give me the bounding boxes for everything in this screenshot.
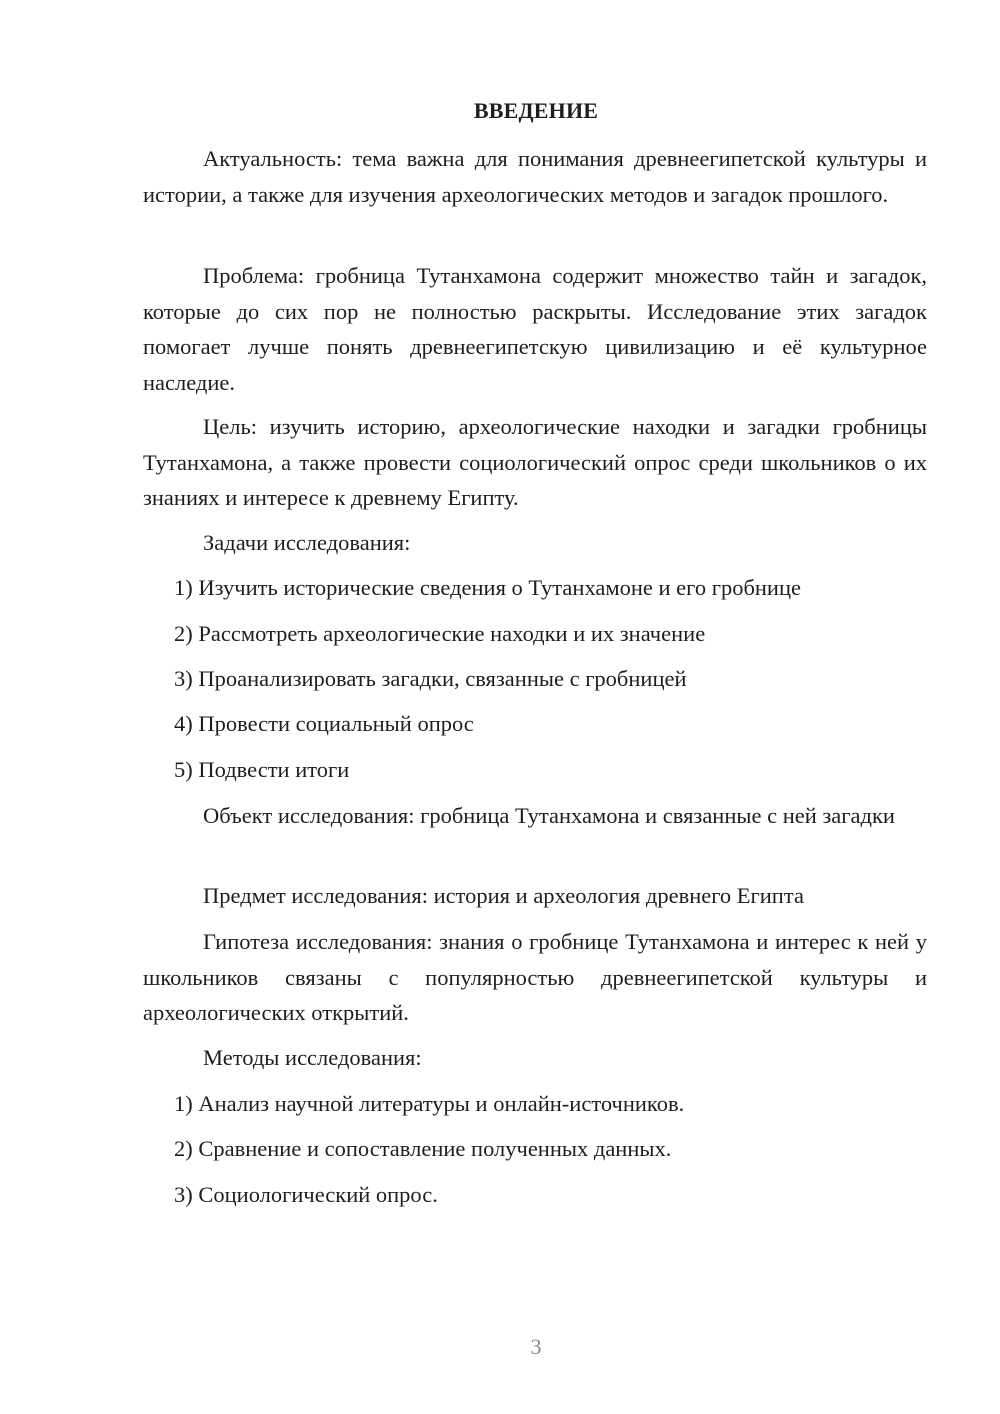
problem-paragraph: Проблема: гробница Тутанхамона содержит множество тайн и загадок, которые до сих пор не полностью раскрыты. Исследование этих загадок помогает лучше понять древнеегипетскую цивилизацию и её культурное наследие. [143, 263, 927, 395]
subject-paragraph: Предмет исследования: история и археология древнего Египта [203, 883, 804, 908]
method-item-3: 3) Социологический опрос. [174, 1182, 438, 1207]
relevance-paragraph: Актуальность: тема важна для понимания древнеегипетской культуры и истории, а также для изучения археологических методов и загадок прошлого. [143, 146, 927, 207]
tasks-heading: Задачи исследования: [203, 530, 411, 555]
methods-heading: Методы исследования: [203, 1045, 422, 1070]
goal-paragraph: Цель: изучить историю, археологические находки и загадки гробницы Тутанхамона, а также провести социологический опрос среди школьников о их знаниях и интересе к древнему Египту. [143, 414, 927, 510]
task-item-5: 5) Подвести итоги [174, 757, 350, 782]
method-item-1: 1) Анализ научной литературы и онлайн-источников. [174, 1091, 685, 1116]
task-item-4: 4) Провести социальный опрос [174, 711, 474, 736]
task-item-2: 2) Рассмотреть археологические находки и их значение [174, 621, 706, 646]
object-paragraph: Объект исследования: гробница Тутанхамона и связанные с ней загадки [203, 803, 895, 828]
page-number: 3 [530, 1334, 542, 1359]
task-item-3: 3) Проанализировать загадки, связанные с гробницей [174, 666, 687, 691]
task-item-1: 1) Изучить исторические сведения о Тутанхамоне и его гробнице [174, 575, 802, 600]
hypothesis-paragraph: Гипотеза исследования: знания о гробнице Тутанхамона и интерес к ней у школьников связаны с популярностью древнеегипетской культуры и археологических открытий. [143, 929, 927, 1025]
page-title: ВВЕДЕНИЕ [473, 98, 599, 123]
method-item-2: 2) Сравнение и сопоставление полученных данных. [174, 1136, 672, 1161]
